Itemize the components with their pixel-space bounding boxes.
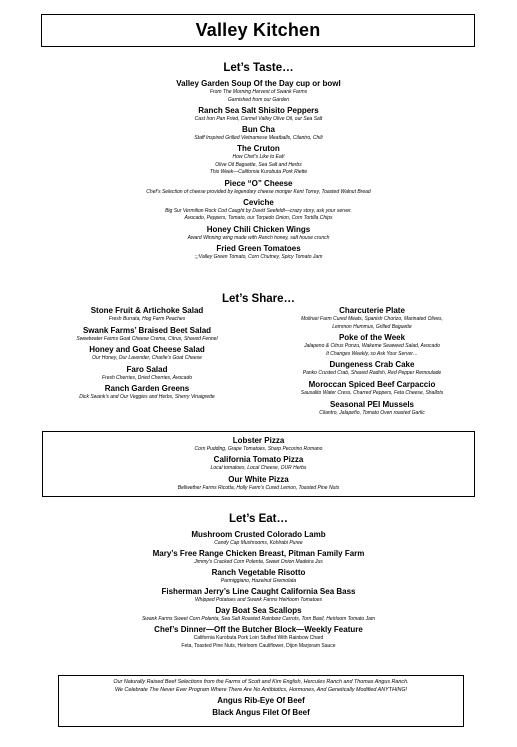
item-name: Moroccan Spiced Beef Carpaccio (308, 379, 436, 389)
menu-item (0, 178, 517, 197)
item-name: Our White Pizza (228, 474, 289, 484)
eat-section (0, 512, 517, 651)
item-desc: Lemmon Hummus, Grilled Baguette (332, 323, 412, 330)
menu-item (259, 399, 485, 418)
item-name: The Cruton (237, 144, 280, 154)
menu-item (34, 325, 260, 344)
item-desc: Big Sur Vermilion Rock Cod Caught by David Seefeldt—crazy story, ask your server. (165, 207, 352, 214)
menu-item (43, 454, 474, 473)
item-desc: Chef’s Selection of cheese provided by legendary cheese monger Kent Torrey, Toasted Walnut Bread (146, 188, 371, 195)
menu-item (43, 435, 474, 454)
menu-item (259, 379, 485, 398)
item-name: Fisherman Jerry’s Line Caught California Sea Bass (161, 586, 356, 596)
item-desc: Fresh Cherries, Dried Cherries, Avocado (101, 374, 193, 381)
item-desc: Sausalito Water Cress, Charred Peppers, Feta Cheese, Shallots (300, 389, 444, 396)
item-desc: Corn Pudding, Grape Tomatoes, Sharp Pecorino Romano (194, 446, 323, 452)
item-desc: Whipped Potatoes and Swank Farms Heirloom Tomatoes (194, 596, 323, 603)
item-desc: Cast Iron Pan Fried, Carmel Valley Olive Oil, our Sea Salt (194, 115, 323, 122)
item-name: Seasonal PEI Mussels (329, 399, 415, 409)
item-desc: Sweetwater Farms Goat Cheese Crema, Citrus, Shaved Fennel (76, 335, 218, 342)
item-name: Poke of the Week (338, 333, 406, 343)
menu-item (0, 197, 517, 223)
menu-item (0, 605, 517, 624)
item-desc: California Kurobuta Pork Loin Stuffed With Rainbow Chard (193, 634, 324, 641)
item-name: Ranch Sea Salt Shisito Peppers (198, 105, 319, 115)
item-name: Ceviche (243, 197, 274, 207)
menu-item (34, 383, 260, 402)
item-desc: Bellwether Farms Ricotta, Holly Farm’s Cured Lemon, Toasted Pine Nuts (177, 484, 340, 491)
menu-item (0, 548, 517, 567)
menu-item (34, 344, 260, 363)
menu-item (0, 143, 517, 177)
menu-item (0, 224, 517, 243)
menu-item (0, 567, 517, 586)
menu-item (0, 586, 517, 605)
eat-heading: Let’s Eat… (228, 513, 288, 525)
item-name: Fried Green Tomatoes (216, 243, 301, 253)
item-name: Mushroom Crusted Colorado Lamb (191, 530, 326, 539)
item-name: Faro Salad (126, 364, 168, 374)
item-desc: Parmiggiano, Hazelnut Gremolata (220, 577, 297, 584)
menu-item (259, 359, 485, 378)
item-name: Lobster Pizza (232, 436, 285, 445)
item-desc: Olive Oil Baguette, Sea Salt and Herbs (215, 161, 302, 168)
item-name: Angus Rib-Eye Of Beef (217, 696, 305, 705)
menu-item (0, 105, 517, 124)
item-desc: Fresh Burrata, Hog Farm Peaches (108, 316, 186, 322)
item-desc: Candy Cap Mushrooms, Kohlrabi Puree (214, 540, 303, 546)
item-desc: Jalapeno & Citrus Ponzu, Wakeme Seaweed Salad, Avocado (304, 343, 440, 350)
share-left-column (34, 305, 260, 403)
menu-item (259, 305, 485, 331)
item-name: Day Boat Sea Scallops (215, 605, 302, 615)
item-name: Dungeness Crab Cake (329, 360, 415, 370)
share-heading: Let’s Share… (221, 293, 296, 305)
item-name: California Tomato Pizza (213, 455, 304, 465)
item-desc: How Chef’s Like to Eat! (232, 154, 285, 161)
pizza-box (42, 431, 475, 497)
item-desc: It Changes Weekly, so Ask Your Server… (326, 350, 418, 357)
beef-box (58, 675, 464, 727)
item-desc: Molinari Farm Cured Meats, Spanish Chorizo, Marinated Olives, (301, 316, 443, 322)
menu-item (0, 78, 517, 104)
item-desc: Staff Inspired Grilled Vietnamese Meatballs, Cilantro, Chili (194, 134, 323, 141)
item-name: Stone Fruit & Artichoke Salad (90, 306, 204, 315)
item-desc: Garnished from our Garden (227, 96, 290, 103)
item-desc: Jimmy’s Cracked Corn Polenta, Sweet Onion Madeira Jus (194, 558, 323, 565)
item-desc: Award Winning wing made with Ranch honey, salt house crunch (187, 234, 330, 241)
item-desc: Dick Swank’s and Our Veggies and Herbs, Sherry Vinaigrette (79, 394, 215, 401)
item-name: Ranch Vegetable Risotto (211, 567, 306, 577)
menu-item (34, 364, 260, 383)
beef-intro: We Celebrate The Never Ever Program Where There Are No Antibiotics, Hormones, And Genetically Modified ANYTHING! (114, 687, 408, 693)
menu-item (43, 474, 474, 493)
item-desc: This Week—California Kurobuta Pork Riette (209, 169, 308, 176)
item-desc: Our Honey, Our Lavender, Charlie’s Goat Cheese (92, 355, 202, 362)
item-name: Honey Chili Chicken Wings (206, 224, 311, 234)
item-name: Black Angus Filet Of Beef (212, 708, 310, 717)
item-desc: Local tomatoes, Local Cheese, OUR Herbs (210, 465, 307, 472)
item-name: Ranch Garden Greens (104, 384, 190, 394)
item-name: Honey and Goat Cheese Salad (89, 345, 205, 355)
item-name: Chef’s Dinner—Off the Butcher Block—Weekly Feature (154, 624, 363, 634)
item-name: Bun Cha (242, 124, 275, 134)
item-name: Swank Farms’ Braised Beet Salad (82, 325, 212, 335)
menu-item (0, 124, 517, 143)
menu-item (34, 305, 260, 324)
item-desc: Avocado, Peppers, Tomato, our Torpedo Onion, Corn Tortilla Chips (184, 215, 333, 222)
menu-item (259, 332, 485, 358)
item-name: Charcuterie Plate (339, 306, 405, 315)
item-desc: From The Morning Harvest of Swank Farms (209, 89, 308, 95)
item-desc: ;;;Valley Green Tomato, Corn Chutney, Spicy Tomato Jam (194, 253, 323, 260)
chef-special (0, 624, 517, 651)
menu-item (0, 243, 517, 262)
item-desc: Swank Farms Sweet Corn Polenta, Sea Salt Roasted Rainbow Carrots, Torn Basil, Heirloom Tomato Jam (141, 615, 376, 622)
item-name: Mary’s Free Range Chicken Breast, Pitman Family Farm (152, 548, 365, 558)
menu-item (0, 529, 517, 548)
item-name: Valley Garden Soup Of the Day cup or bowl (176, 79, 341, 88)
taste-heading: Let’s Taste… (223, 62, 294, 74)
share-right-column (259, 305, 485, 418)
taste-section (0, 61, 517, 262)
item-name: Piece “O” Cheese (224, 178, 293, 188)
item-desc: Panko Crusted Crab, Shaved Radish, Red Pepper Remoulade (302, 370, 442, 377)
menu-title: Valley Kitchen (195, 20, 321, 40)
beef-intro: Our Naturally Raised Beef Selections from the Farms of Scott and Kim English, Hercules Ranch and Thomas Angus Ranch. (113, 679, 409, 685)
menu-title-box (41, 14, 475, 47)
item-desc: Feta, Toasted Pine Nuts, Heirloom Cauliflower, Dijon Marjoram Sauce (181, 642, 336, 649)
item-desc: Cilantro, Jalapeño, Tomato Oven roasted Garlic (319, 409, 425, 416)
